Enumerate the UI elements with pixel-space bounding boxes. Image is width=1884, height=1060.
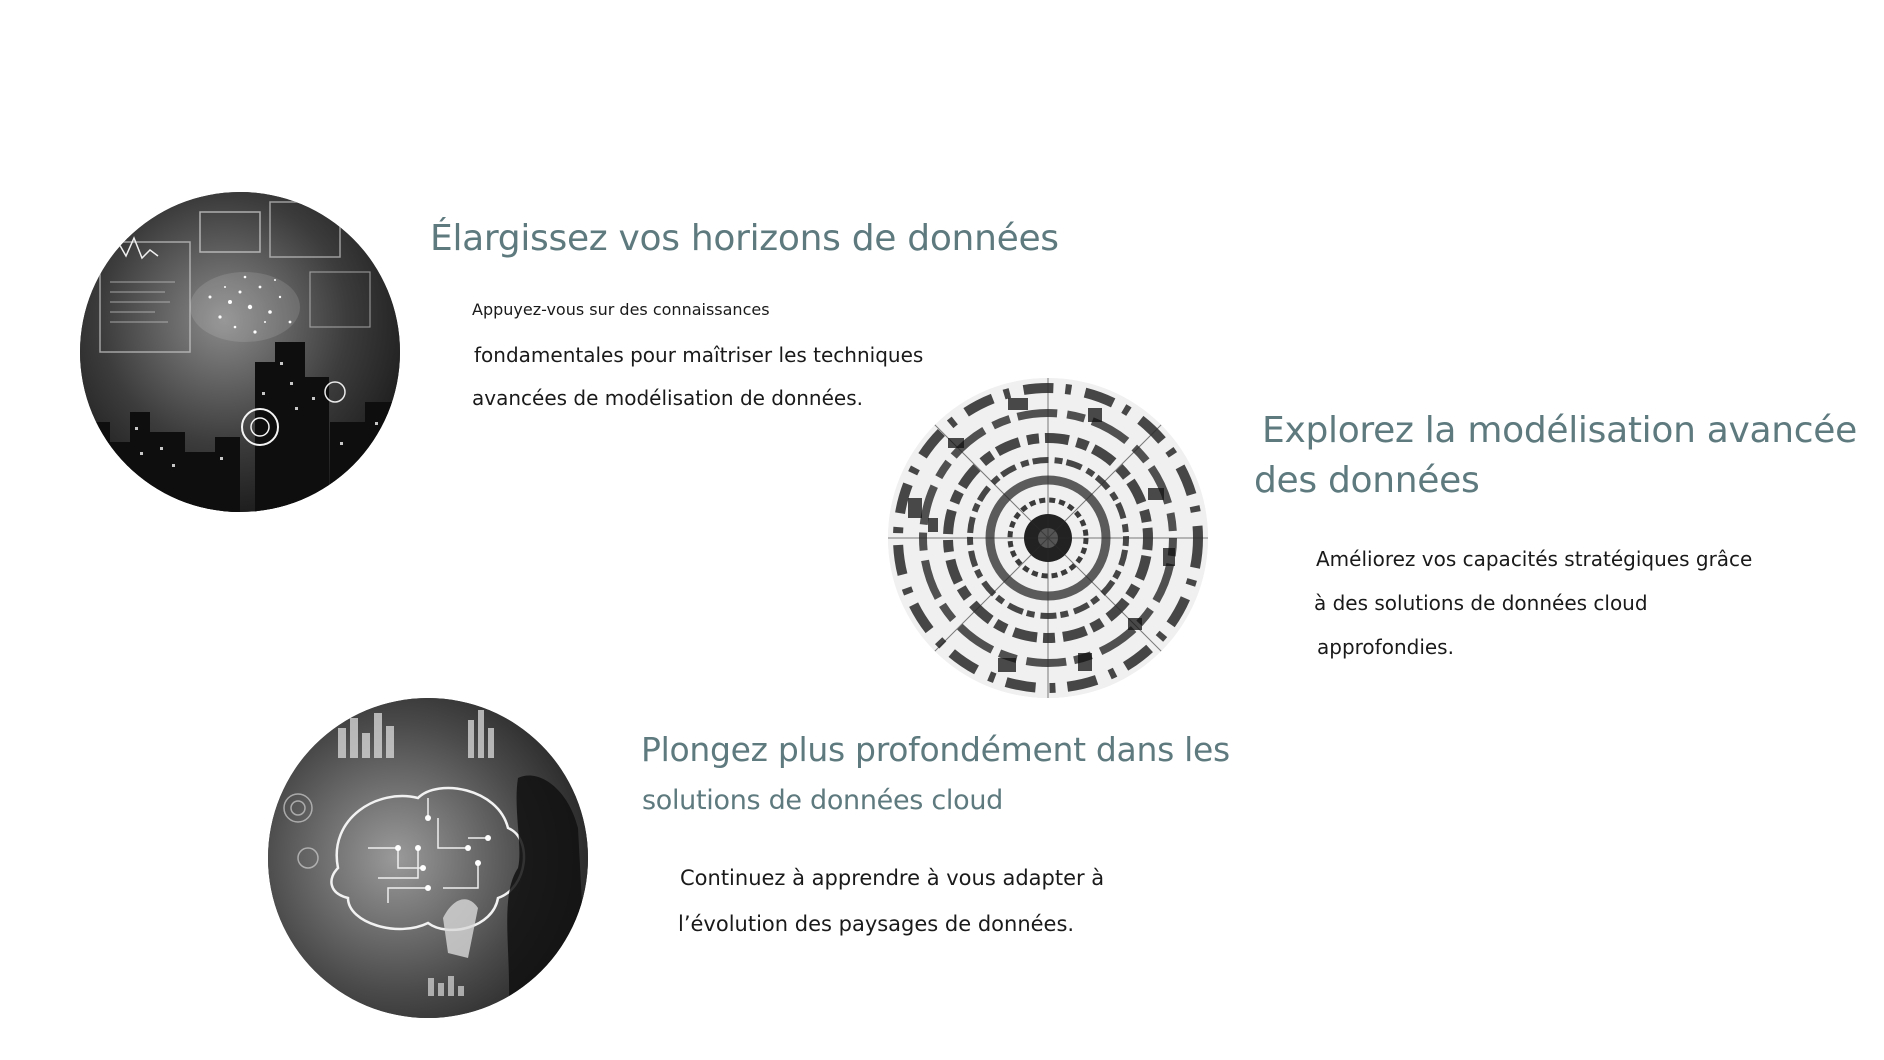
section-2-heading-line-2: des données [1254, 460, 1480, 501]
section-2-body-line-2: à des solutions de données cloud [1314, 591, 1648, 615]
section-3-heading-line-1: Plongez plus profondément dans les [641, 730, 1230, 769]
circuit-brain-image [268, 698, 588, 1018]
data-city-network-image [80, 192, 400, 512]
section-3-body-line-2: l’évolution des paysages de données. [678, 912, 1075, 936]
section-1-body-line-1: Appuyez-vous sur des connaissances [472, 300, 770, 319]
section-3-heading-line-2: solutions de données cloud [642, 785, 1003, 816]
digital-eye-icon [888, 378, 1208, 698]
section-2-body-line-3: approfondies. [1317, 635, 1454, 659]
circuit-brain-icon [268, 698, 588, 1018]
data-city-network-icon [80, 192, 400, 512]
section-2-heading-line-1: Explorez la modélisation avancée [1262, 410, 1857, 451]
section-1-heading-line-1: Élargissez vos horizons de données [430, 218, 1059, 259]
section-1-body-line-2: fondamentales pour maîtriser les techniques [474, 343, 924, 367]
section-1-body-line-3: avancées de modélisation de données. [472, 386, 863, 410]
section-2-body-line-1: Améliorez vos capacités stratégiques grâce [1316, 547, 1753, 571]
section-3-body-line-1: Continuez à apprendre à vous adapter à [680, 866, 1105, 890]
digital-eye-image [888, 378, 1208, 698]
